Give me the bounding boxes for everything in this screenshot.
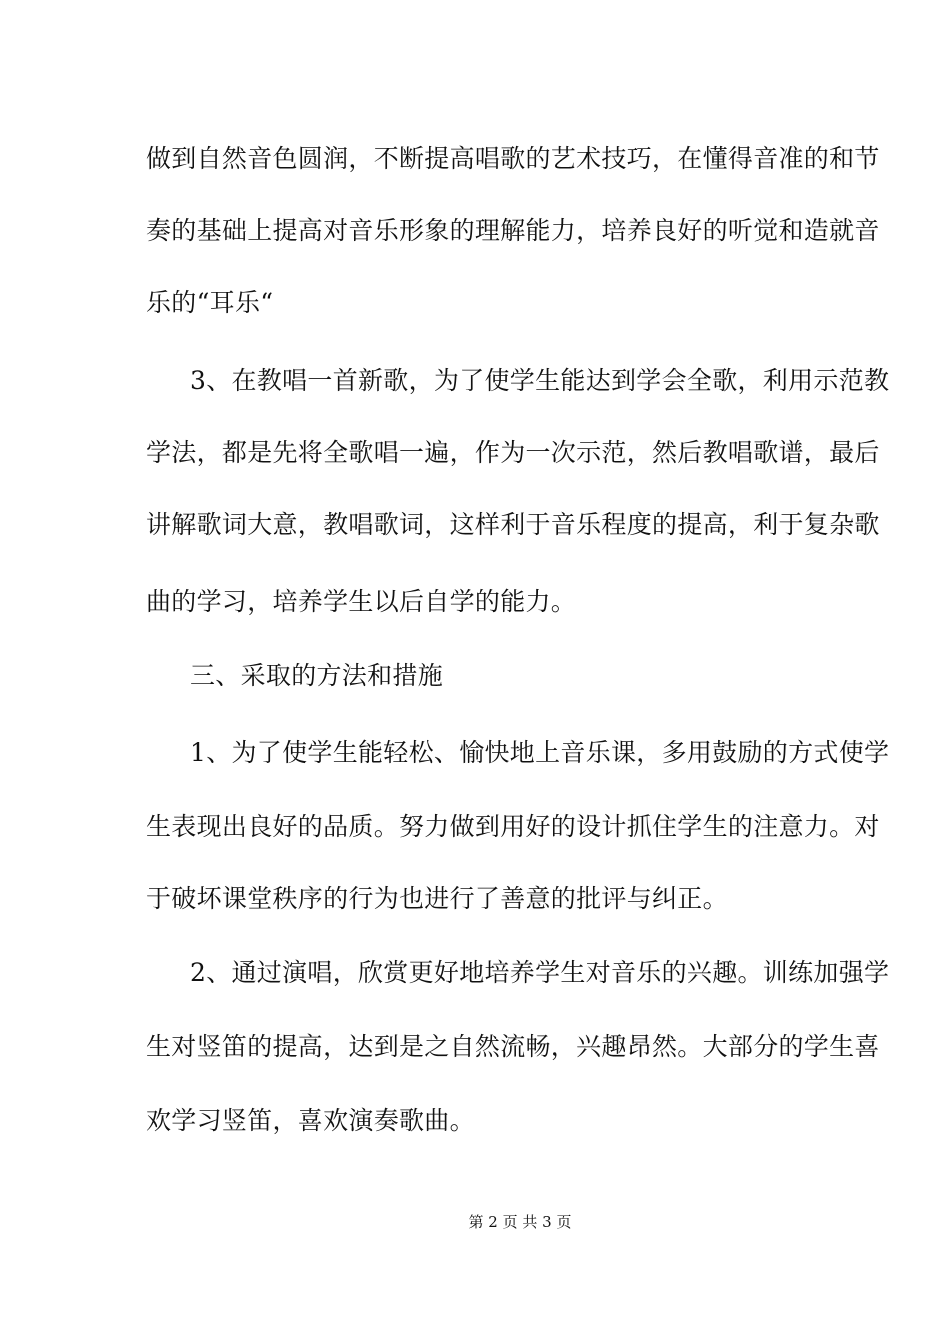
- text-line: 做到自然音色圆润，不断提高唱歌的艺术技巧，在懂得音准的和节: [146, 144, 880, 173]
- paragraph-start: 2、通过演唱，欣赏更好地培养学生对音乐的兴趣。训练加强学: [190, 958, 890, 987]
- page-number-footer: 第 2 页 共 3 页: [468, 1213, 572, 1231]
- text-line: 生对竖笛的提高，达到是之自然流畅，兴趣昂然。大部分的学生喜: [146, 1032, 880, 1061]
- paragraph-start: 1、为了使学生能轻松、愉快地上音乐课，多用鼓励的方式使学: [190, 738, 890, 767]
- text-line: 讲解歌词大意，教唱歌词，这样利于音乐程度的提高，利于复杂歌: [146, 510, 880, 539]
- text-line: 奏的基础上提高对音乐形象的理解能力，培养良好的听觉和造就音: [146, 216, 880, 245]
- text-line: 学法，都是先将全歌唱一遍，作为一次示范，然后教唱歌谱，最后: [146, 438, 880, 467]
- text-line: 欢学习竖笛，喜欢演奏歌曲。: [146, 1106, 475, 1135]
- text-line: 生表现出良好的品质。努力做到用好的设计抓住学生的注意力。对: [146, 812, 880, 841]
- text-line: 于破坏课堂秩序的行为也进行了善意的批评与纠正。: [146, 884, 728, 913]
- paragraph-start: 3、在教唱一首新歌，为了使学生能达到学会全歌，利用示范教: [190, 366, 890, 395]
- section-heading: 三、采取的方法和措施: [190, 661, 444, 690]
- text-line: 乐的“耳乐“: [146, 288, 274, 317]
- text-line: 曲的学习，培养学生以后自学的能力。: [146, 587, 577, 616]
